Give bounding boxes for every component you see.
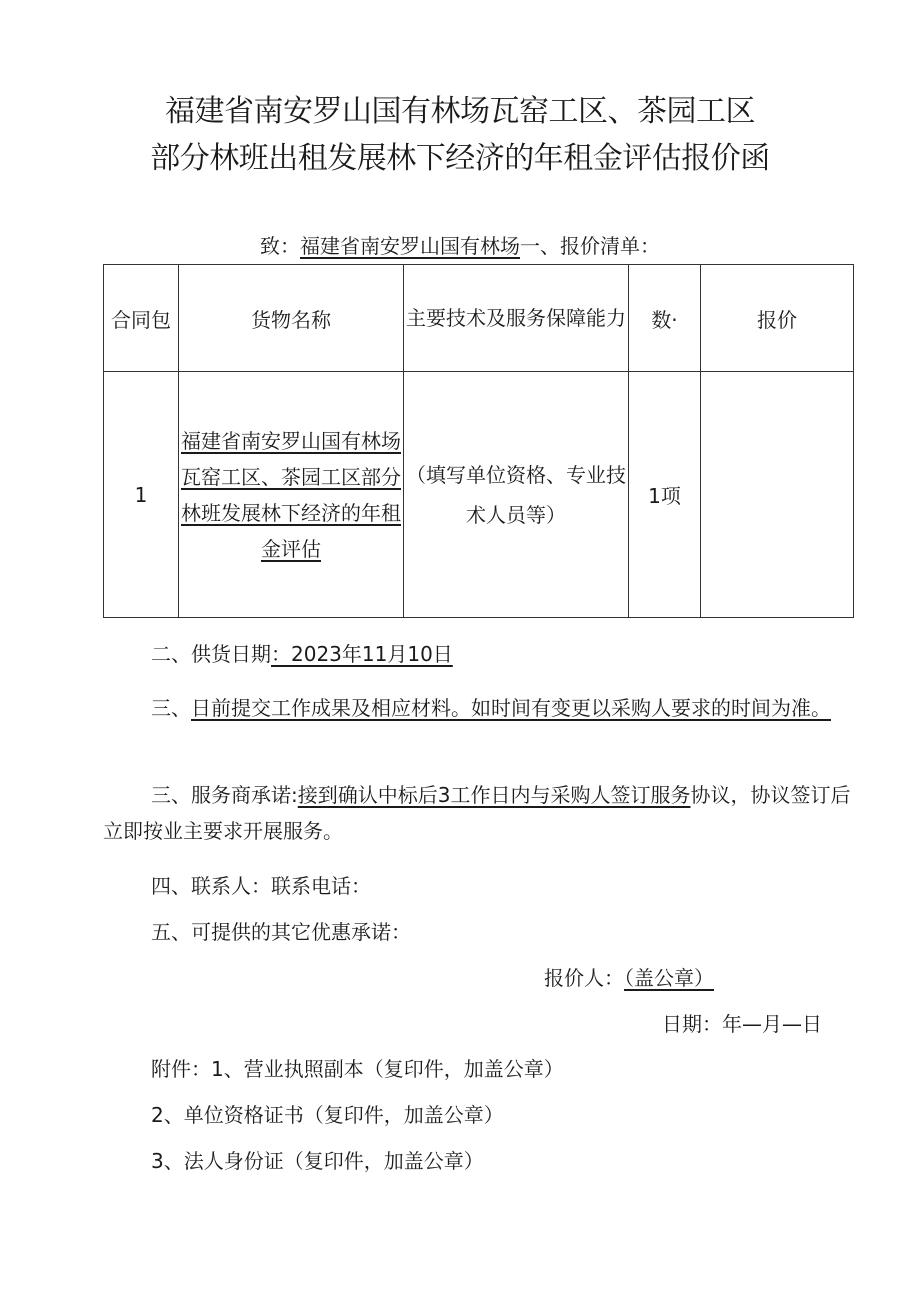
delivery-value: ：2023年11月10日 xyxy=(271,642,453,666)
item-three-b-underlined: 接到确认中标后3工作日内与采购人签订服务 xyxy=(297,783,691,807)
header-goods: 货物名称 xyxy=(179,265,404,372)
cell-price xyxy=(701,372,854,618)
item-three-a-prefix: 三、 xyxy=(151,696,191,720)
date-line: 日期：年—月—日 xyxy=(662,1012,822,1036)
quote-table xyxy=(103,264,854,618)
cell-tech: （填写单位资格、专业技术人员等） xyxy=(404,372,629,618)
signer-value: （盖公章） xyxy=(624,966,714,990)
signer-line xyxy=(544,962,714,994)
header-qty: 数· xyxy=(629,265,701,372)
table-row xyxy=(104,372,854,618)
quote-list-heading: 一、报价清单： xyxy=(520,234,660,258)
addressee-prefix: 致： xyxy=(260,234,300,258)
cell-qty: 1项 xyxy=(629,372,701,618)
attachment-3: 3、法人身份证（复印件，加盖公章） xyxy=(151,1149,484,1173)
cell-goods: 福建省南安罗山国有林场瓦窑工区、茶园工区部分林班发展林下经济的年租金评估 xyxy=(179,372,404,618)
page-title-line-2: 部分林班出租发展林下经济的年租金评估报价函 xyxy=(150,141,770,176)
delivery-date-line xyxy=(103,636,863,672)
item-three-a xyxy=(103,690,863,726)
page-title-line-1: 福建省南安罗山国有林场瓦窑工区、茶园工区 xyxy=(165,94,755,129)
contact-line: 四、联系人：联系电话： xyxy=(151,874,371,898)
header-tech: 主要技术及服务保障能力 xyxy=(404,265,629,372)
header-price: 报价 xyxy=(701,265,854,372)
addressee-org: 福建省南安罗山国有林场 xyxy=(300,234,520,258)
item-three-a-rest: 。如时间有变更以采购人要求的时间为准。 xyxy=(451,696,831,720)
attachment-2: 2、单位资格证书（复印件，加盖公章） xyxy=(151,1103,504,1127)
addressee-line xyxy=(0,230,920,262)
header-package: 合同包 xyxy=(104,265,179,372)
signer-label: 报价人： xyxy=(544,966,624,990)
item-three-b-prefix: 三、服务商承诺: xyxy=(151,783,298,807)
delivery-label: 二、供货日期 xyxy=(151,642,271,666)
cell-package: 1 xyxy=(104,372,179,618)
table-header-row xyxy=(104,265,854,372)
other-offers-line: 五、可提供的其它优惠承诺： xyxy=(151,920,411,944)
attachment-1: 附件：1、营业执照副本（复印件，加盖公章） xyxy=(151,1057,564,1081)
item-three-b-rest: 协议，协议签订后立即按业主要求开展服务。 xyxy=(103,783,851,843)
item-three-a-underlined: 日前提交工作成果及相应材料 xyxy=(191,696,451,720)
item-three-b xyxy=(103,777,863,849)
